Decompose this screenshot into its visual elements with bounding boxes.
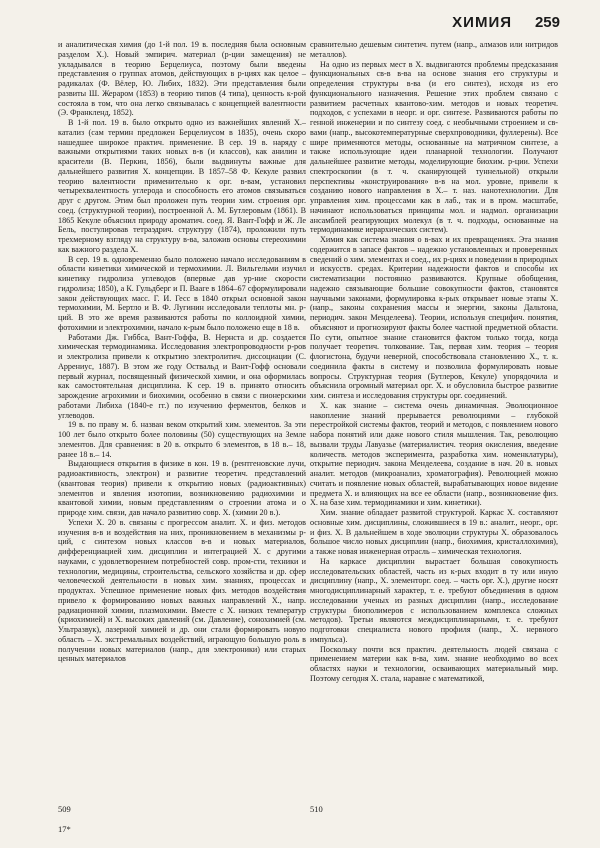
column-number-left: 509	[58, 804, 71, 814]
paragraph: Работами Дж. Гиббса, Вант-Гоффа, В. Нернста и др. создается химическая термодинамика. Исследования электропроводности р-ров и электролиза привели к открытию электролитич. диссоциации (С. Аррениус, 1887). В этом же году Оствальд и Вант-Гофф основали первый журнал, посвященный физической химии, и она оформилась как самостоятельная дисциплина. К сер. 19 в. принято относить зарождение агрохимии и биохимии, особенно в связи с пионерскими работами Либиха (1840-е гг.) по изучению ферментов, белков и углеводов.	[58, 332, 306, 420]
paragraph: Х. как знание – система очень динамичная. Эволюционное накопление знаний прерывается революциями – глубокой перестройкой системы фактов, теорий и методов, с появлением нового набора понятий или даже нового стиля мышления. Так, революцию вызвали труды Лавуазье (материалистич. теория окисления, введение количеств. методов эксперимента, разработка хим. номенклатуры), открытие периодич. закона Менделеева, создание в нач. 20 в. новых аналит. методов (микроанализ, хроматография). Революцией можно считать и появление новых областей, вырабатывающих новое видение предмета Х. и влияющих на все ее области (напр., возникновение физ. Х. на базе хим. термодинамики и хим. кинетики).	[310, 400, 558, 508]
paragraph: На каркасе дисциплин вырастает большая совокупность исследовательских областей, часть из к-рых входит в ту или иную дисциплину (напр., Х. элементорг. соед. – часть орг. Х.), другие носят многодисциплинарный характер, т. е. требуют объединения в одном исследовании ученых из разных дисциплин (напр., исследование структуры биополимеров с использованием комплекса сложных методов). Третьи являются междисциплинарными, т. е. требуют подготовки специалиста нового профиля (напр., Х. нервного импульса).	[310, 556, 558, 644]
page-header	[60, 14, 560, 38]
paragraph: Хим. знание обладает развитой структурой. Каркас Х. составляют основные хим. дисциплины, сложившиеся в 19 в.: аналит., неорг., орг. и физ. Х. В дальнейшем в ходе эволюции структуры Х. образовалось большое число новых дисциплин (напр., биохимия, кристаллохимия), а также новая инженерная отрасль – химическая технология.	[310, 508, 558, 556]
paragraph: На одно из первых мест в Х. выдвигаются проблемы предсказания функциональных св-в в-ва на основе знания его структуры и определения структуры в-ва (и его синтез), исходя из его функционального назначения. Решение этих проблем связано с развитием расчетных квантово-хим. методов и новых теоретич. подходов, с успехами в неорг. и орг. синтезе. Развиваются работы по генной инженерии и по синтезу соед. с необычными строением и св-вами (напр., высокотемпературные сверхпроводники, фуллерены). Все шире применяются методы, основанные на матричном синтезе, а также использующие идеи планарной технологии. Получают дальнейшее развитие методы, моделирующие биохим. р-ции. Успехи спектроскопии (в т. ч. сканирующей туннельной) открыли перспективы «конструирования» в-в на мол. уровне, привели к созданию нового направления в Х.– т. наз. нанотехнологии. Для управления хим. процессами как в лаб., так и в пром. масштабе, начинают использоваться принципы мол. и надмол. организации ансамблей реагирующих молекул (в т. ч. подходы, основанные на термодинамике иерархических систем).	[310, 59, 558, 235]
paragraph: В сер. 19 в. одновременно было положено начало исследованиям в области кинетики химической и термохимии. Л. Вильгельми изучил кинетику гидролиза углеводов (впервые дав ур-ние скорости гидролиза; 1850), а К. Гульдберг и П. Вааге в 1864–67 сформулировали закон действующих масс. Г. И. Гесс в 1840 открыл основной закон термохимии, М. Бертло и В. Ф. Лугинин исследовали теплоты мн. р-ций. В это же время развиваются работы по коллоидной химии, фотохимии и электрохимии, начало к-рым было положено еще в 18 в.	[58, 254, 306, 332]
paragraph: сравнительно дешевым синтетич. путем (напр., алмазов или нитридов металлов).	[310, 40, 558, 59]
page-number: 259	[534, 14, 560, 31]
paragraph: и аналитическая химия (до 1-й пол. 19 в. последняя была основным разделом Х.). Новый эмпирич. материал (р-ции замещения) не укладывался в теорию Берцелиуса, поэтому были введены представления о группах атомов, действующих в р-циях как целое – радикалах (Ф. Вёлер, Ю. Либих, 1832). Эти представления были развиты Ш. Жераром (1853) в теорию типов (4 типа), ценность к-рой состояла в том, что она легко связывалась с концепцией валентности (Э. Франкленд, 1852).	[58, 40, 306, 118]
running-head: ХИМИЯ	[452, 14, 512, 31]
paragraph: Химия как система знания о в-вах и их превращениях. Эта знания содержится в запасе фактов – надежно установленных и проверенных сведений о хим. элементах и соед., их р-циях и поведении в природных и искусств. средах. Критерии надежности фактов и способы их систематизации постоянно развиваются. Крупные обобщения, надежно связывающие большие совокупности фактов, становятся научными законами, формулировка к-рых открывает новые этапы Х. (напр., законы сохранения массы и энергии, законы Дальтона, периодич. закон Менделеева). Теории, используя специфич. понятия, объясняют и прогнозируют факты более частной предметной области. По сути, опытное знание становится фактом только тогда, когда получает теоретич. толкование. Так, первая хим. теория – теория флогистона, будучи неверной, способствовала становлению Х., т. к. соединила факты в систему и позволила формулировать новые вопросы. Структурная теория (Бутлеров, Кекуле) упорядочила и объяснила огромный материал орг. Х. и обусловила быстрое развитие хим. синтеза и исследования структуры орг. соединений.	[310, 235, 558, 400]
paragraph: Поскольку почти вся практич. деятельность людей связана с применением материи как в-ва, хим. знание необходимо во всех областях науки и технологии, осваивающих материальный мир. Поэтому сегодня Х. стала, наравне с математикой,	[310, 644, 558, 683]
paragraph: Успехи Х. 20 в. связаны с прогрессом аналит. Х. и физ. методов изучения в-в и воздействия на них, проникновением в механизмы р-ций, с синтезом новых классов в-в и новых материалов, дифференциацией хим. дисциплин и интеграцией Х. с другими науками, с удовлетворением потребностей совр. пром-сти, техники и технологии, медицины, строительства, сельского хозяйства и др. сфер человеческой деятельности в новых хим. знаниях, процессах и продуктах. Успешное применение новых физ. методов воздействия привело к формированию новых важных направлений Х., напр. радиационной химии, плазмохимии. Вместе с Х. низких температур (криохимией) и Х. высоких давлений (см. Давление), сонохимией (см. Ультразвук), лазерной химией и др. они стали формировать новую область – Х. экстремальных воздействий, играющую большую роль в получении новых материалов (напр., для электроники) или старых ценных материалов	[58, 517, 306, 664]
paragraph: Выдающиеся открытия в физике в кон. 19 в. (рентгеновские лучи, радиоактивность, электрон) и развитие теоретич. представлений (квантовая теория) привели к открытию новых (радиоактивных) элементов и явления изотопии, возникновению радиохимии и квантовой химии, новым представлениям о строении атома и о природе хим. связи, дав начало развитию совр. Х. (химии 20 в.).	[58, 459, 306, 517]
text-column-right	[310, 40, 558, 800]
paragraph: В 1-й пол. 19 в. было открыто одно из важнейших явлений Х.– катализ (сам термин предложен Берцелиусом в 1835), очень скоро нашедшее широкое практич. применение. В сер. 19 в. наряду с важными открытиями таких новых в-в (и классов), как анилин и красители (В. Перкин, 1856), были выдвинуты важные для дальнейшего развития Х. концепции. В 1857–58 Ф. Кекуле развил теорию валентности применительно к орг. в-вам, установил четырехвалентность углерода и способность его атомов связываться друг с другом. Этим был проложен путь теории хим. строения орг. соед. (структурной теории), построенной А. М. Бутлеровым (1861). В 1865 Кекуле объяснил природу ароматич. соед. Я. Вант-Гофф и Ж. Ле Бель, постулировав тетраэдрич. структуру (1874), проложили путь трехмерному взгляду на структуру в-ва, заложив основы стереохимии как важного раздела Х.	[58, 118, 306, 254]
paragraph: 19 в. по праву м. б. назван веком открытий хим. элементов. За эти 100 лет было открыто более половины (50) существующих на Земле элементов. Для сравнения: в 20 в. открыто 6 элементов, в 18 в.– 18, ранее 18 в.– 14.	[58, 420, 306, 459]
column-number-right: 510	[310, 804, 323, 814]
printer-signature: 17*	[58, 824, 71, 834]
text-column-left	[58, 40, 306, 800]
